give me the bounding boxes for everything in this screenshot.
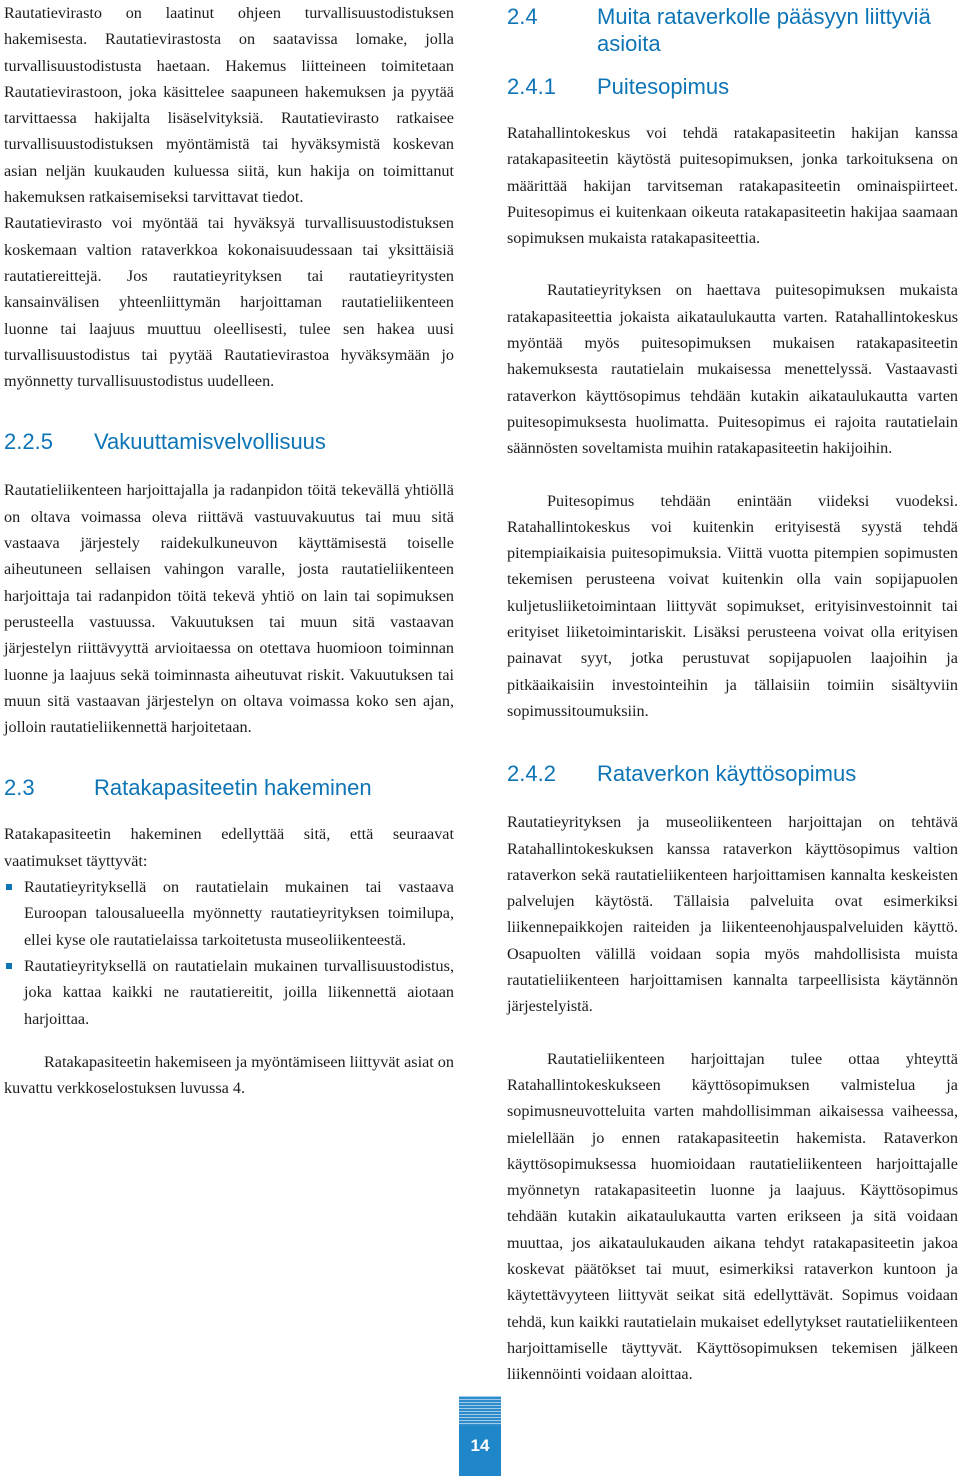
body-paragraph: Rautatieyrityksen on haettava puitesopimuksen mukaista ratakapasiteettia jokaista aikataulukautta varten. Ratahallintokeskus myöntää myös puitesopimuksen mukaisen ratakapasiteetin hakemuksesta rautatielain mukaisessa menettelyssä. Vastaavasti rataverkon käyttösopimus tehdään kutakin aikataulukautta varten puitesopimuksesta huolimatta. Puitesopimus ei rajoita rautatielain säännösten soveltamista muihin ratakapasiteetin hakijoihin.	[507, 281, 958, 458]
section-title: Ratakapasiteetin hakeminen	[94, 775, 372, 801]
section-title: Vakuuttamisvelvollisuus	[94, 429, 326, 455]
body-paragraph: Ratakapasiteetin hakemiseen ja myöntämiseen liittyvät asiat on kuvattu verkkoselostuksen luvussa 4.	[4, 1052, 454, 1098]
section-number: 2.4	[507, 4, 538, 29]
body-paragraph: Ratakapasiteetin hakeminen edellyttää sitä, että seuraavat vaatimukset täyttyvät:	[4, 825, 454, 870]
section-heading-2-3	[4, 774, 454, 801]
body-paragraph: Puitesopimus tehdään enintään viideksi vuodeksi. Ratahallintokeskus voi kuitenkin erityisestä syystä tehdä pitempiaikaisia puitesopimuksia. Viittä vuotta pitempien sopimusten tekemisen perusteena voivat kuitenkin olla vain sopijapuolen kuljetusliiketoimintaan liittyvät sopimukset, erityisinvestoinnit tai erityiset liiketoimintariskit. Lisäksi perusteena voivat olla erityisen painavat syyt, jotka perustuvat sopijapuolen laajoihin ja pitkäaikaisiin investointeihin ja tällaisiin toimiin sisältyviin sopimussitoumuksiin.	[507, 491, 958, 720]
section-heading-2-4-2	[507, 760, 958, 787]
square-bullet-icon	[6, 884, 12, 890]
list-item	[4, 953, 454, 1032]
section-number: 2.4.2	[507, 761, 556, 787]
list-item-text: Rautatieyrityksellä on rautatielain mukainen tai vastaava Euroopan talousalueella myönnetty rautatieyrityksen toimilupa, ellei kyse ole rautatielaissa tarkoitetusta museoliikenteestä.	[24, 878, 454, 949]
right-column	[507, 0, 958, 1387]
section-heading-2-4	[507, 3, 958, 57]
section-title: Muita rataverkolle pääsyyn liittyviä asioita	[597, 4, 931, 56]
section-number: 2.4.1	[507, 74, 556, 99]
body-paragraph: Rautatievirasto voi myöntää tai hyväksyä turvallisuustodistuksen koskemaan valtion rataverkkoa kokonaisuudessaan tai yksittäisiä rautatiereittejä. Jos rautatieyrityksen tai rautatieyritysten kansainvälisen yhteenliittymän harjoittaman rautatieliikenteen luonne tai laajuus muuttuu oleellisesti, tulee sen hakea uusi turvallisuustodistus tai pyytää Rautatievirastoa hyväksymään jo myönnetty turvallisuustodistus uudelleen.	[4, 214, 454, 391]
left-column	[4, 0, 454, 1101]
page-number: 14	[470, 1436, 490, 1455]
list-item	[4, 874, 454, 953]
section-title: Puitesopimus	[597, 74, 730, 99]
square-bullet-icon	[6, 963, 12, 969]
body-paragraph: Rautatieliikenteen harjoittajan tulee ottaa yhteyttä Ratahallintokeskukseen käyttösopimuksen valmistelua ja sopimusneuvotteluita varten mahdollisimman aikaisessa vaiheessa, mielellään jo ennen ratakapasiteetin hakemista. Rataverkon käyttösopimuksessa huomioidaan rautatieliikenteen harjoittajalle myönnetyn ratakapasiteetin luonne ja laajuus. Käyttösopimus tehdään kutakin aikataulukautta varten erikseen ja sitä voidaan muuttaa, jos aikataulukauden aikana tehdyt ratakapasiteetin jakoa koskevat päätökset tai muut, esimerkiksi rataverkon kuntoon ja käytettävyyteen liittyvät seikat sitä edellyttävät. Sopimus voidaan tehdä, kun kaikki rautatielain mukaiset edellytykset rautatieliikenteen harjoittamiselle täyttyvät. Käyttösopimuksen tekemisen jälkeen liikennöinti voidaan aloittaa.	[507, 1049, 958, 1384]
requirements-list	[4, 874, 454, 1032]
body-paragraph: Rautatieyrityksen ja museoliikenteen harjoittajan on tehtävä Ratahallintokeskuksen kanssa rataverkon käyttösopimus valtion rataverkon sekä rautatieliikenteen harjoittamisen kannalta keskeisten palvelujen käytöstä. Tällaisia palveluita ovat esimerkiksi liikennepaikkojen raiteiden ja liikenteenohjauspalveluiden käyttö. Osapuolten välillä voidaan sopia myös mahdollisista muista rautatieliikenteen harjoittamisen kannalta tarpeellisista käytännön järjestelyistä.	[507, 813, 958, 1016]
section-number: 2.3	[4, 775, 35, 801]
body-paragraph: Rautatievirasto on laatinut ohjeen turvallisuustodistuksen hakemisesta. Rautatievirastosta on saatavissa lomake, jolla turvallisuustodistusta haetaan. Hakemus liitteineen toimitetaan Rautatievirastoon, joka käsittelee saapuneen hakemuksen ja pyytää tarvittaessa hakijalta lisäselvityksiä. Rautatievirasto ratkaisee turvallisuustodistuksen myöntämistä tai hyväksymistä koskevan asian neljän kuukauden kuluessa siitä, kun hakija on toimittanut hakemuksen ratkaisemiseksi tarvittavat tiedot.	[4, 4, 454, 207]
section-number: 2.2.5	[4, 429, 53, 455]
page-number-tab	[459, 1396, 501, 1476]
body-paragraph: Rautatieliikenteen harjoittajalla ja radanpidon töitä tekevällä yhtiöllä on oltava voimassa oleva riittävä vastuuvakuutus tai muu sitä vastaava järjestely raidekulkuneuvon käyttämisestä toiselle aiheutuneen sellaisen vahingon varalle, josta rautatieliikenteen harjoittaja tai radanpidon töitä tekevä yhtiö on lain tai sopimuksen perusteella vastuussa. Vakuutuksen tai muun sitä vastaavan järjestelyn riittävyyttä arvioitaessa on otettava huomioon toiminnan luonne ja laajuus sekä toiminnasta aiheutuvat riskit. Vakuutuksen tai muun sitä vastaavan järjestelyn on oltava voimassa koko sen ajan, jolloin rautatieliikennettä harjoitetaan.	[4, 481, 454, 737]
section-heading-2-4-1	[507, 73, 958, 100]
list-item-text: Rautatieyrityksellä on rautatielain mukainen turvallisuustodistus, joka kattaa kaikki ne rautatiereitit, joilla liikennettä aiotaan harjoittaa.	[24, 956, 454, 1028]
section-heading-2-2-5	[4, 428, 454, 455]
section-title: Rataverkon käyttösopimus	[597, 761, 857, 787]
body-paragraph: Ratahallintokeskus voi tehdä ratakapasiteetin hakijan kanssa ratakapasiteetin käytöstä puitesopimuksen, jonka tarkoituksena on määrittää hakijan tarvitseman ratakapasiteetin ominaispiirteet. Puitesopimus ei kuitenkaan oikeuta ratakapasiteetin hakijaa saamaan sopimuksen mukaista ratakapasiteettia.	[507, 124, 958, 248]
